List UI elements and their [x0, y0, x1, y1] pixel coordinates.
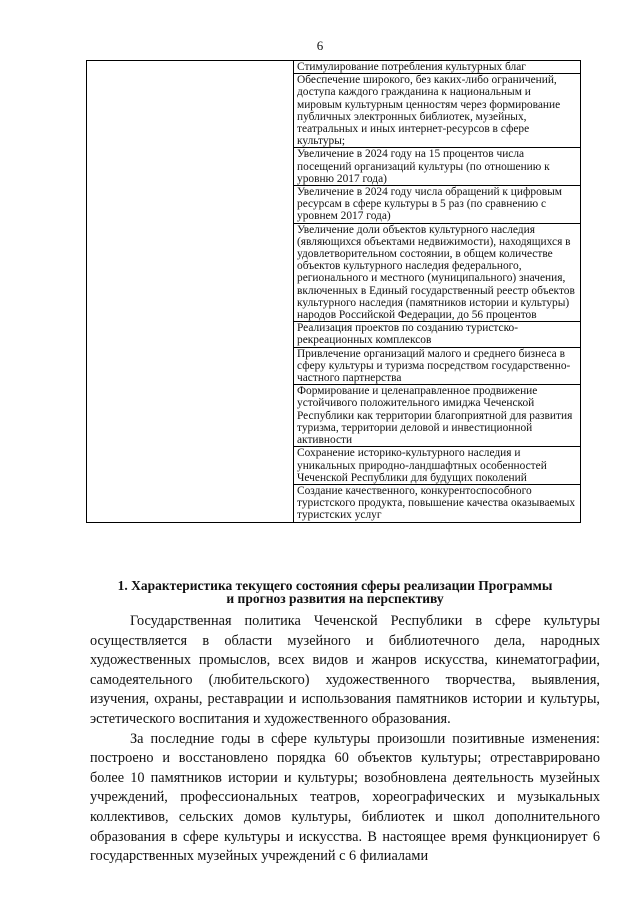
- table-cell: Формирование и целенаправленное продвижение устойчивого положительного имиджа Чеченской Республики как территории благоприятной для развития туризма, территории деловой и инвестиционной активности: [294, 385, 581, 447]
- table-cell: Обеспечение широкого, без каких-либо ограничений, доступа каждого гражданина к национальным и мировым культурным ценностям через формирование публичных электронных библиотек, музейных, театральных и иных интернет-ресурсов в сфере культуры;: [294, 74, 581, 148]
- table-cell: Увеличение в 2024 году числа обращений к цифровым ресурсам в сфере культуры в 5 раз (по сравнению с уровнем 2017 года): [294, 186, 581, 224]
- table-cell: Создание качественного, конкурентоспособного туристского продукта, повышение качества оказываемых туристских услуг: [294, 484, 581, 522]
- goals-table: [86, 60, 581, 523]
- paragraph: Государственная политика Чеченской Республики в сфере культуры осуществляется в области музейного и библиотечного дела, народных художественных промыслов, всех видов и жанров искусства, кинематографии, самодеятельного (любительского) художественного творчества, выявления, изучения, охраны, реставрации и использования памятников истории и культуры, эстетического воспитания и художественного образования.: [90, 613, 600, 727]
- table-cell: Увеличение в 2024 году на 15 процентов числа посещений организаций культуры (по отношению к уровню 2017 года): [294, 148, 581, 186]
- table-cell: Сохранение историко-культурного наследия и уникальных природно-ландшафтных особенностей Чеченской Республики для будущих поколений: [294, 447, 581, 485]
- table-cell: Стимулирование потребления культурных благ: [294, 61, 581, 74]
- table-cell: Увеличение доли объектов культурного наследия (являющихся объектами недвижимости), находящихся в удовлетворительном состоянии, в общем количестве объектов культурного наследия федерального, регионального и местного (муниципального) значения, включенных в Единый государственный реестр объектов культурного наследия (памятников истории и культуры) народов Российской Федерации, до 56 процентов: [294, 223, 581, 322]
- paragraph: За последние годы в сфере культуры произошли позитивные изменения: построено и восстановлено порядка 60 объектов культуры; отреставрировано более 10 памятников истории и культуры; возобновлена деятельность музейных учреждений, профессиональных театров, хореографических и музыкальных коллективов, сельских домов культуры, библиотек и школ дополнительного образования в сфере культуры и искусства. В настоящее время функционирует 6 государственных музейных учреждений с 6 филиалами: [90, 730, 600, 865]
- section-heading-line: и прогноз развития на перспективу: [226, 591, 444, 606]
- table-cell: Привлечение организаций малого и среднего бизнеса в сферу культуры и туризма посредством государственно-частного партнерства: [294, 347, 581, 385]
- section-body: [90, 612, 600, 867]
- table-cell: Реализация проектов по созданию туристско-рекреационных комплексов: [294, 322, 581, 347]
- page-number: 6: [316, 38, 324, 53]
- table-left-cell: [87, 61, 294, 523]
- table-row: [87, 61, 581, 74]
- section-heading: [100, 579, 570, 605]
- section-heading-line: 1. Характеристика текущего состояния сферы реализации Программы: [117, 578, 553, 593]
